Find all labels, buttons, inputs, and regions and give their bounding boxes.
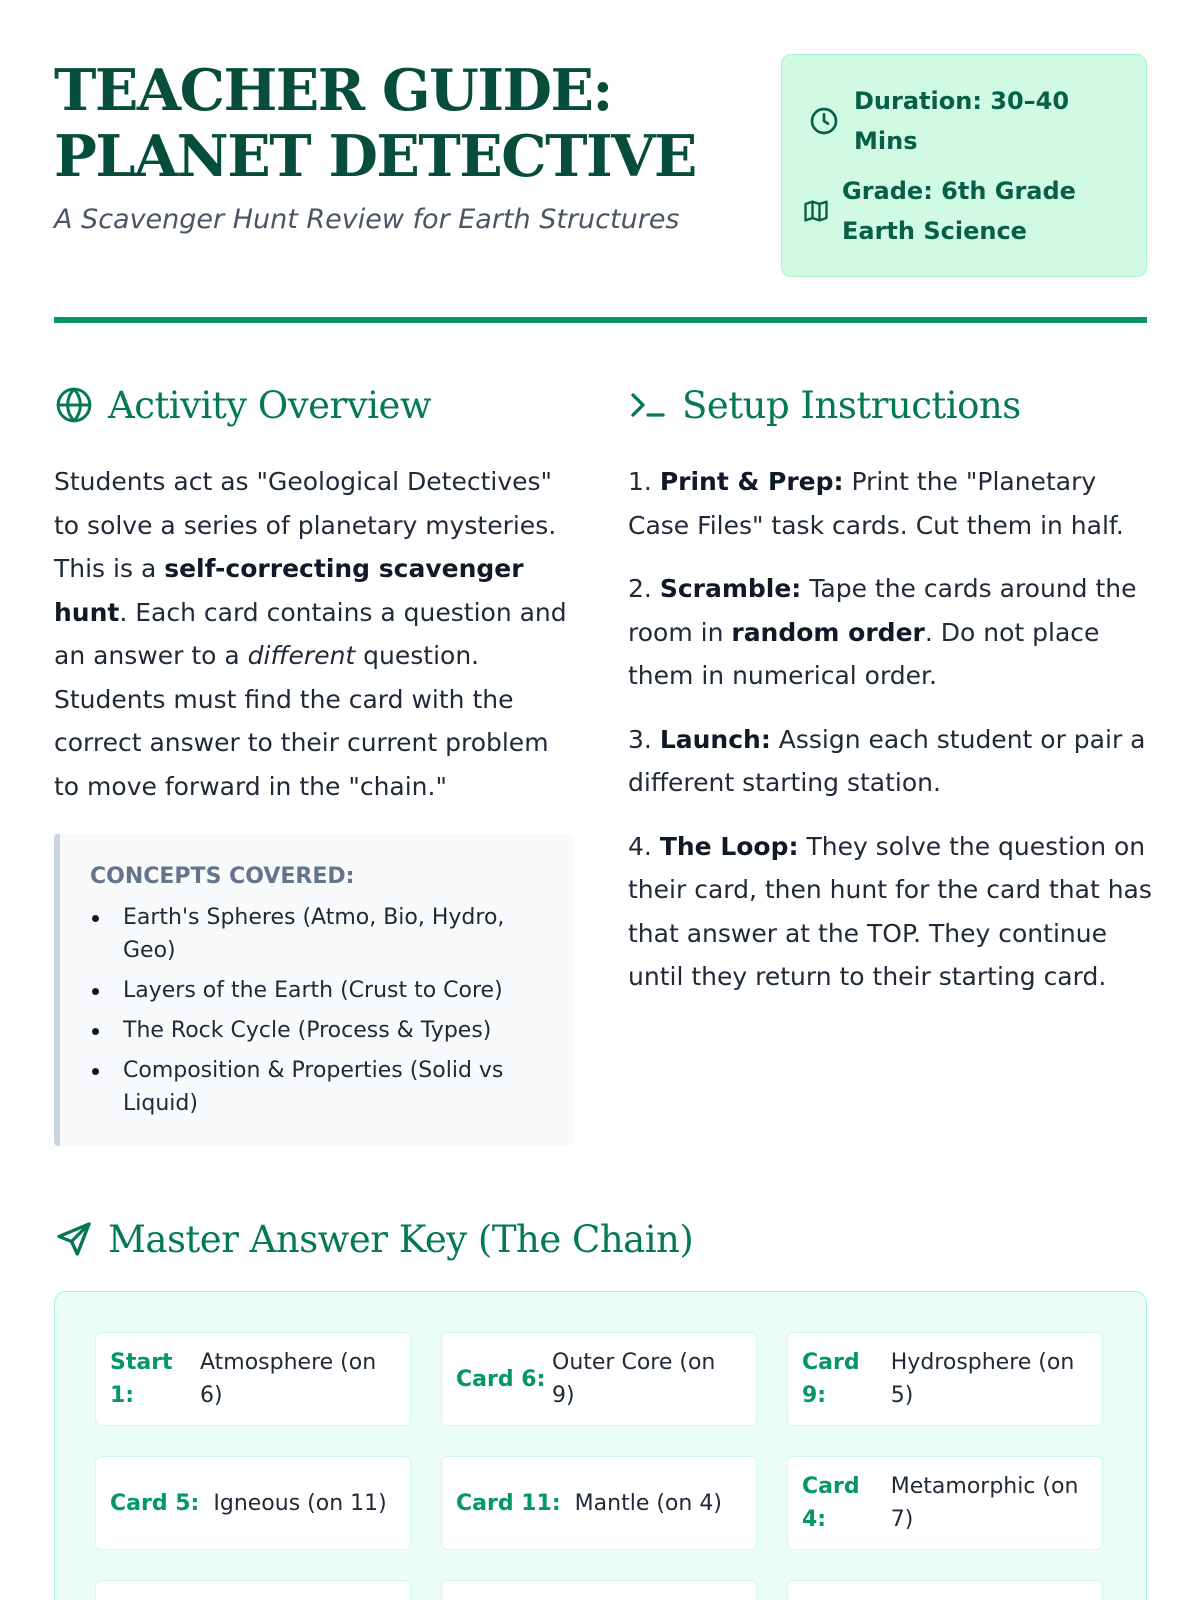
answer-key-heading — [54, 1214, 1147, 1264]
card-value: Atmosphere (on 6) — [200, 1350, 377, 1408]
overview-bold-text: self-correcting scavenger hunt — [54, 554, 524, 627]
setup-heading-text: Setup Instructions — [682, 383, 1021, 427]
step-title: Print & Prep: — [659, 467, 844, 496]
answer-key-section — [54, 1214, 1147, 1264]
step-title: The Loop: — [659, 831, 799, 861]
duration-row — [808, 81, 1094, 161]
card-value: Hydrosphere (on 5) — [890, 1350, 1075, 1408]
card-value: Igneous (on 11) — [213, 1490, 387, 1516]
step-text: Tape the cards around the room in — [628, 574, 1137, 647]
step-title: Launch: — [659, 724, 771, 754]
meta-info-box — [781, 54, 1147, 277]
step-text: They solve the question on their card, then hunt for the card that has that answer at the TOP. They continue until they return to their starting card. — [628, 831, 1152, 991]
overview-heading — [54, 380, 574, 430]
concept-item: Earth's Spheres (Atmo, Bio, Hydro, Geo) — [90, 901, 544, 967]
setup-step-4 — [628, 825, 1158, 999]
card-label: Start 1: — [110, 1350, 173, 1408]
answer-card — [441, 1456, 757, 1550]
answer-card — [95, 1332, 411, 1426]
concepts-list — [90, 901, 544, 1120]
card-label: Card 11: — [456, 1490, 561, 1516]
overview-text-3: question. Students must find the card with the correct answer to their current problem to move forward in the "chain." — [54, 641, 549, 801]
concept-item: Layers of the Earth (Crust to Core) — [90, 974, 544, 1007]
step-number: 1. — [628, 467, 660, 496]
step-text: Assign each student or pair a different starting station. — [628, 724, 1146, 797]
answer-card — [787, 1332, 1103, 1426]
grade-text: Grade: 6th Grade Earth Science — [842, 177, 1076, 245]
answer-card — [441, 1332, 757, 1426]
setup-step-3 — [628, 718, 1158, 805]
overview-heading-text: Activity Overview — [108, 383, 432, 427]
title-line-1: TEACHER GUIDE: — [54, 57, 612, 124]
step-number: 2. — [628, 574, 660, 603]
title-line-2: PLANET DETECTIVE — [54, 123, 696, 190]
setup-instructions-section — [628, 380, 1158, 1019]
overview-italic-text: different — [247, 641, 356, 670]
activity-overview-section — [54, 380, 574, 1146]
page-subtitle: A Scavenger Hunt Review for Earth Structures — [54, 204, 680, 235]
step-bold-text: random order — [731, 617, 925, 647]
duration-text: Duration: 30–40 Mins — [854, 87, 1070, 155]
step-number: 3. — [628, 724, 660, 754]
card-label: Card 4: — [802, 1474, 860, 1532]
terminal-icon — [628, 385, 668, 425]
header-divider — [54, 317, 1147, 323]
globe-icon — [54, 385, 94, 425]
map-icon — [802, 197, 830, 225]
answer-card — [787, 1456, 1103, 1550]
concept-item: The Rock Cycle (Process & Types) — [90, 1014, 544, 1047]
step-text: Print the "Planetary Case Files" task cards. Cut them in half. — [628, 467, 1124, 540]
step-text: . Do not place them in numerical order. — [628, 617, 1100, 690]
step-number: 4. — [628, 831, 660, 861]
send-icon — [54, 1219, 94, 1259]
answer-card-partial — [441, 1580, 757, 1600]
concept-item: Composition & Properties (Solid vs Liquid) — [90, 1054, 544, 1120]
overview-text-2: . Each card contains a question and an answer to a — [54, 597, 567, 670]
setup-step-2 — [628, 567, 1158, 698]
answer-card-partial — [95, 1580, 411, 1600]
answer-card-partial — [787, 1580, 1103, 1600]
overview-paragraph — [54, 460, 574, 808]
card-value: Outer Core (on 9) — [552, 1350, 716, 1408]
card-value: Metamorphic (on 7) — [890, 1474, 1079, 1532]
concepts-box — [54, 834, 574, 1146]
header — [54, 54, 1147, 324]
step-title: Scramble: — [659, 574, 802, 603]
overview-text-1: Students act as "Geological Detectives" to solve a series of planetary mysteries. This is a — [54, 467, 557, 583]
answer-card — [95, 1456, 411, 1550]
grade-row — [802, 171, 1082, 251]
setup-heading — [628, 380, 1158, 430]
setup-steps — [628, 460, 1158, 999]
concepts-label: CONCEPTS COVERED: — [90, 864, 355, 889]
card-label: Card 5: — [110, 1490, 200, 1516]
answer-key-heading-text: Master Answer Key (The Chain) — [108, 1217, 694, 1261]
card-label: Card 9: — [802, 1350, 860, 1408]
card-value: Mantle (on 4) — [574, 1490, 722, 1516]
setup-step-1 — [628, 460, 1158, 547]
page-title — [54, 58, 754, 190]
answer-key-panel — [54, 1291, 1147, 1600]
card-label: Card 6: — [456, 1366, 546, 1392]
clock-icon — [808, 105, 840, 137]
